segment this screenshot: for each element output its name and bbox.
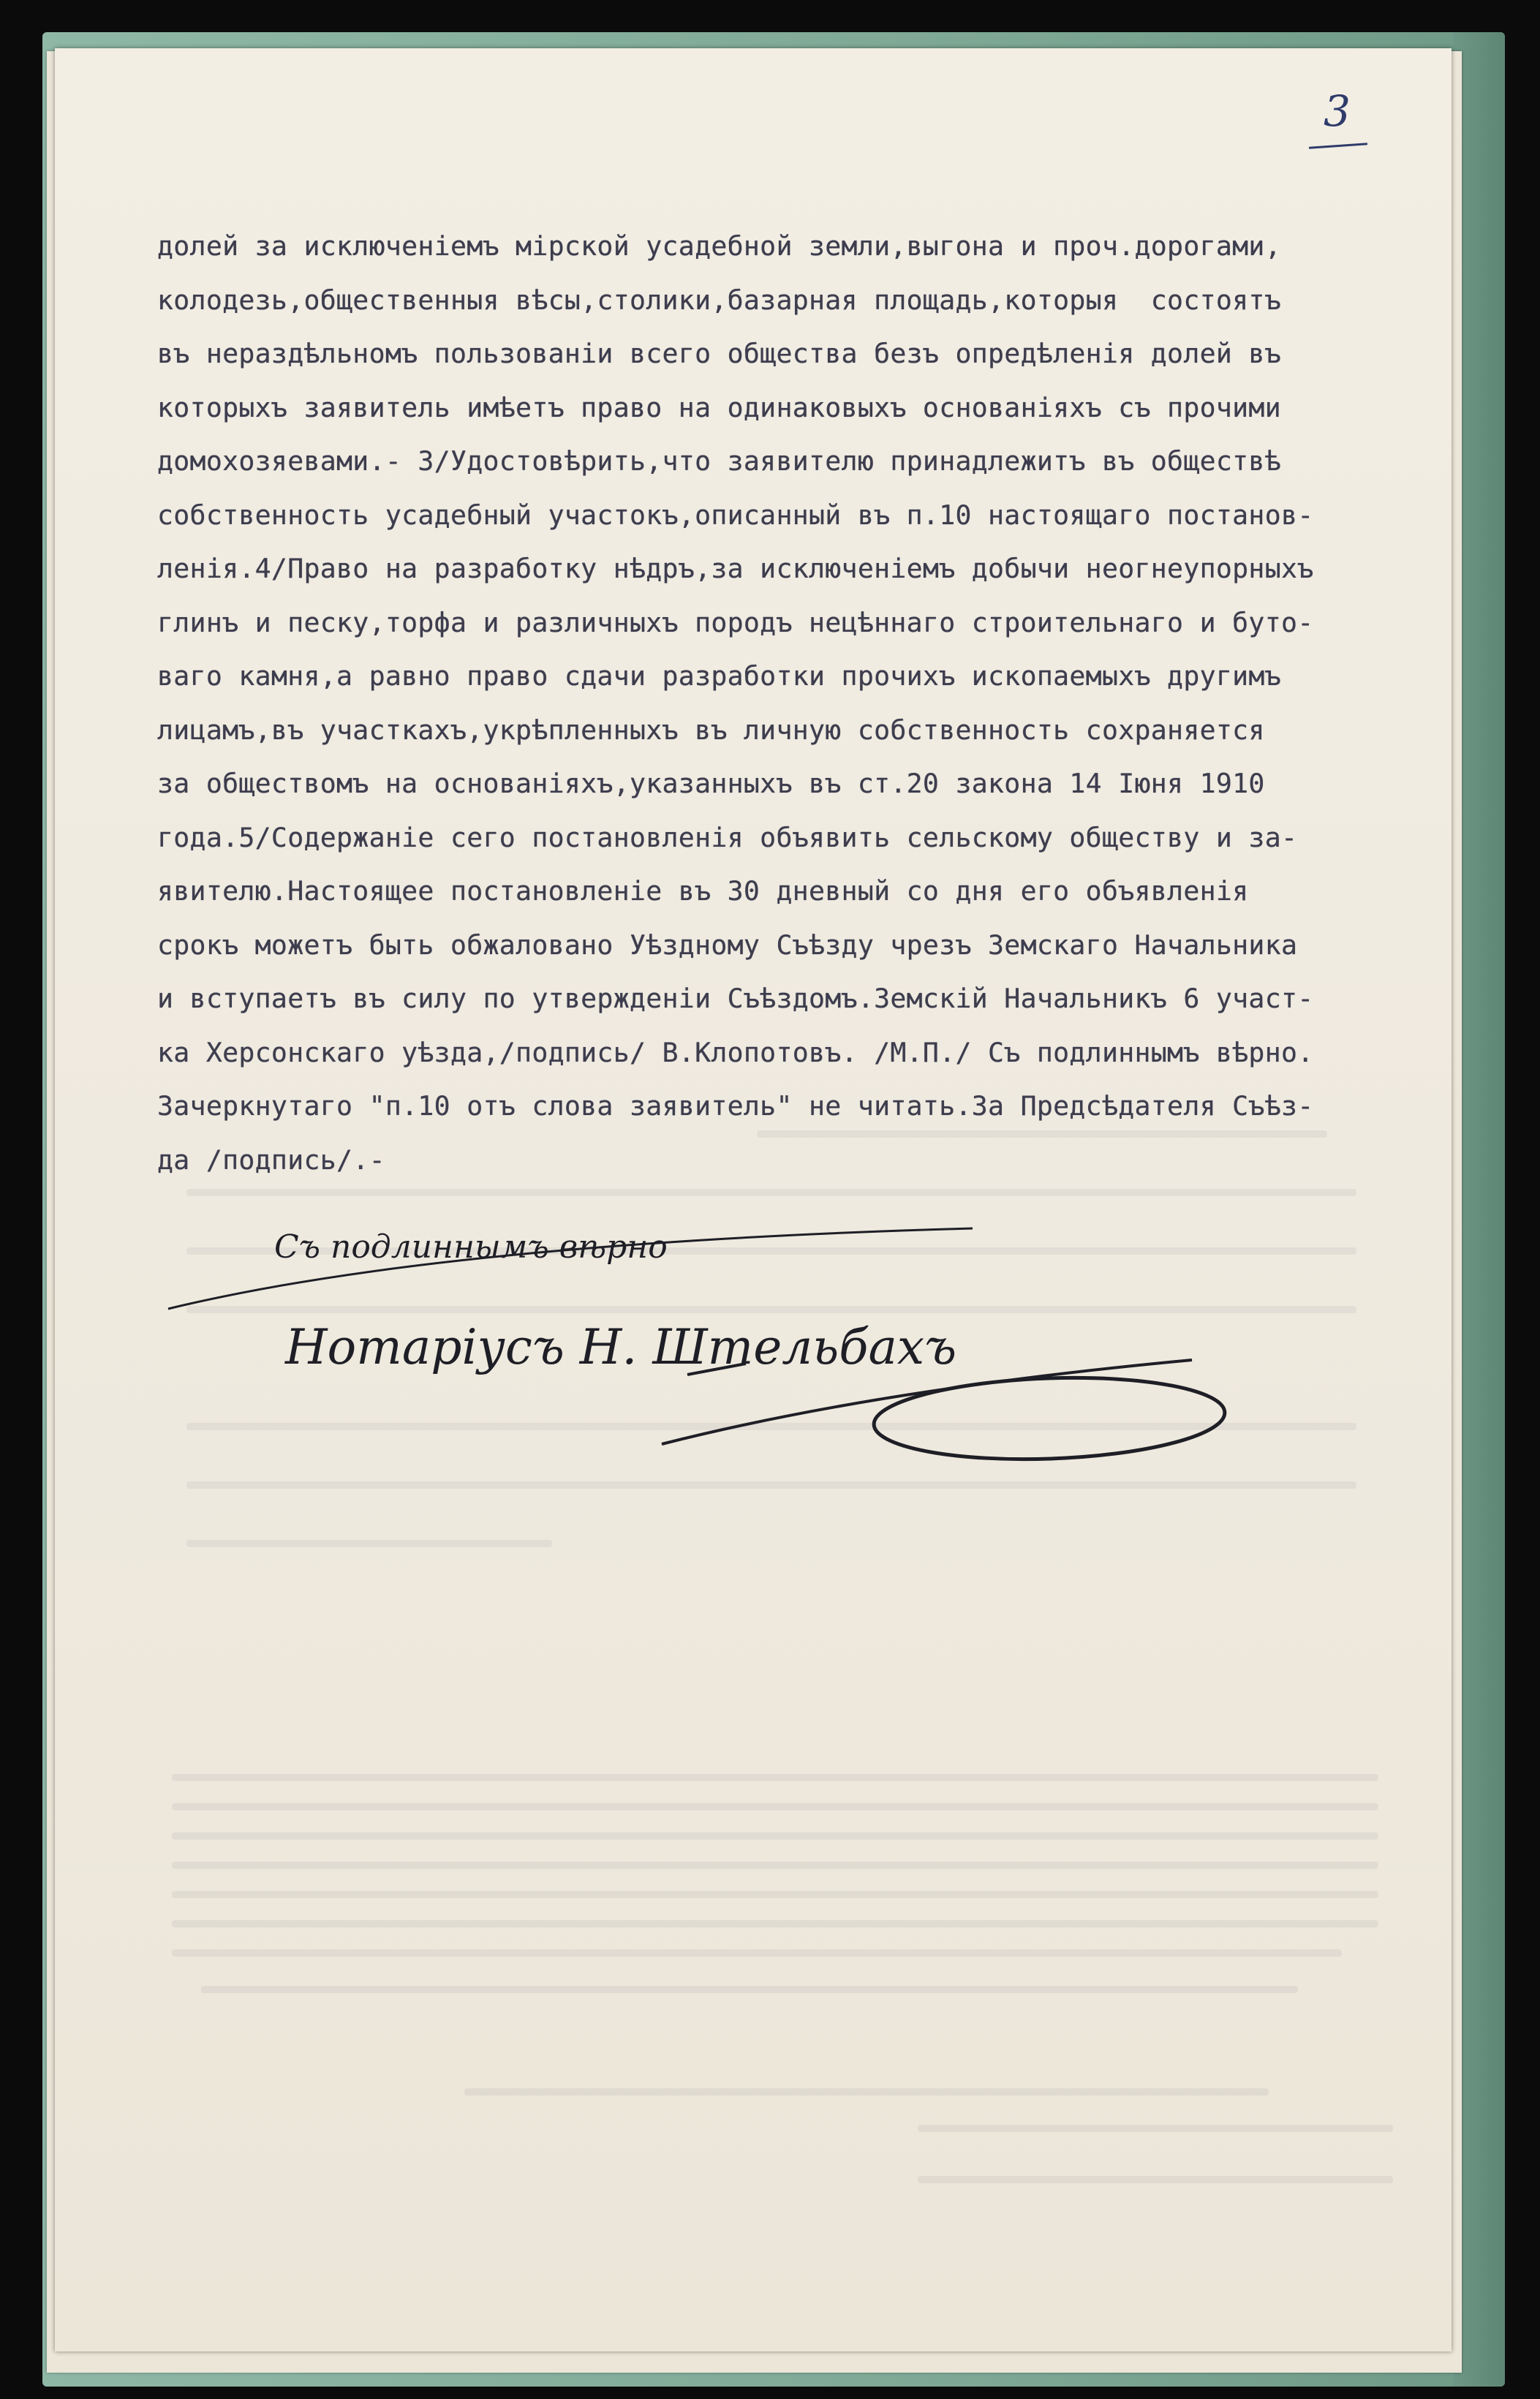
- signature-line-1: Съ подлиннымъ вѣрно: [274, 1228, 668, 1266]
- text-line: собственность усадебный участокъ,описанный въ п.10 настоящаго постанов-: [157, 499, 1314, 531]
- text-line: срокъ можетъ быть обжаловано Уѣздному Съѣзду чрезъ Земскаго Начальника: [157, 929, 1298, 961]
- page-number: 3: [1324, 86, 1351, 136]
- signature-loop: [872, 1372, 1226, 1465]
- text-line: да /подпись/.-: [157, 1144, 385, 1176]
- text-line: долей за исключеніемъ мірской усадебной земли,выгона и проч.дорогами,: [157, 230, 1281, 262]
- text-line: явителю.Настоящее постановленіе въ 30 дневный со дня его объявленія: [157, 875, 1249, 907]
- text-line: лицамъ,въ участкахъ,укрѣпленныхъ въ личную собственность сохраняется: [157, 714, 1265, 746]
- text-line: ваго камня,а равно право сдачи разработки прочихъ ископаемыхъ другимъ: [157, 660, 1281, 692]
- text-line: глинъ и песку,торфа и различныхъ породъ нецѣннаго строительнаго и буто-: [157, 606, 1314, 638]
- text-line: и вступаетъ въ силу по утвержденіи Съѣздомъ.Земскій Начальникъ 6 участ-: [157, 983, 1314, 1014]
- text-line: ка Херсонскаго уѣзда,/подпись/ В.Клопотовъ. /М.П./ Съ подлиннымъ вѣрно.: [157, 1036, 1314, 1068]
- text-line: ленія.4/Право на разработку нѣдръ,за исключеніемъ добычи неогнеупорныхъ: [157, 553, 1314, 584]
- text-line: колодезь,общественныя вѣсы,столики,базарная площадь,которыя состоятъ: [157, 284, 1281, 316]
- text-line: которыхъ заявитель имѣетъ право на одинаковыхъ основаніяхъ съ прочими: [157, 391, 1281, 423]
- text-line: за обществомъ на основаніяхъ,указанныхъ въ ст.20 закона 14 Іюня 1910: [157, 768, 1265, 799]
- text-line: года.5/Содержаніе сего постановленія объявить сельскому обществу и за-: [157, 821, 1298, 853]
- signature-line-2: Нотаріусъ Н. Штельбахъ: [285, 1319, 957, 1375]
- text-line: въ нераздѣльномъ пользованіи всего общества безъ опредѣленія долей въ: [157, 338, 1281, 369]
- text-line: домохозяевами.- 3/Удостовѣрить,что заявителю принадлежитъ въ обществѣ: [157, 445, 1281, 477]
- text-line: Зачеркнутаго "п.10 отъ слова заявитель" не читать.За Предсѣдателя Съѣз-: [157, 1090, 1314, 1122]
